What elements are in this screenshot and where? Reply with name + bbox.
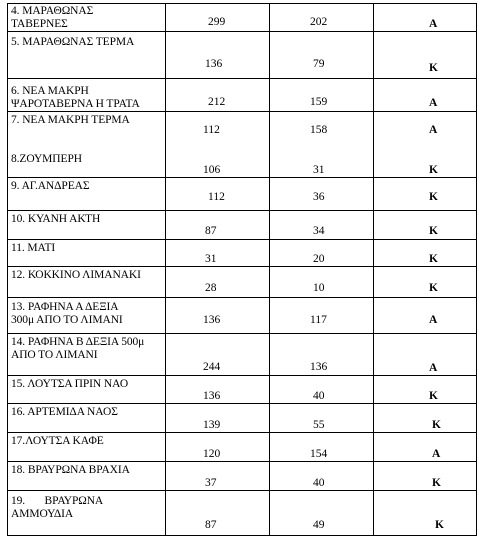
value-2-cell bbox=[270, 240, 374, 267]
value-1: 37 bbox=[205, 477, 217, 489]
table-row bbox=[8, 298, 477, 334]
location-cell bbox=[8, 4, 166, 32]
location-name-line-2: 8.ΖΟΥΜΠΕΡΗ bbox=[11, 153, 82, 165]
class-label: Κ bbox=[429, 225, 438, 237]
class-label: Α bbox=[429, 97, 438, 109]
class-label: Α bbox=[432, 448, 441, 460]
class-cell bbox=[374, 240, 477, 267]
table-row bbox=[8, 376, 477, 404]
location-cell bbox=[8, 79, 166, 112]
location-cell bbox=[8, 112, 166, 178]
value-2: 40 bbox=[313, 390, 325, 402]
value-2: 10 bbox=[313, 282, 325, 294]
value-1-cell bbox=[166, 32, 270, 79]
class-cell bbox=[374, 178, 477, 211]
value-1-cell bbox=[166, 4, 270, 32]
location-name-line-1: 5. ΜΑΡΑΘΩΝΑΣ ΤΕΡΜΑ bbox=[11, 36, 135, 48]
class-label: Κ bbox=[429, 62, 438, 74]
class-label: Κ bbox=[435, 519, 444, 531]
value-1-cell bbox=[166, 79, 270, 112]
location-name-line-1: 12. ΚΟΚΚΙΝΟ ΛΙΜΑΝΑΚΙ bbox=[11, 269, 141, 281]
value-1: 136 bbox=[205, 58, 223, 70]
class-cell bbox=[374, 211, 477, 240]
location-name-line-1: 15. ΛΟΥΤΣΑ ΠΡΙΝ ΝΑΟ bbox=[11, 378, 129, 390]
value-2: 34 bbox=[313, 225, 325, 237]
value-1-cell bbox=[166, 462, 270, 491]
location-cell bbox=[8, 491, 166, 536]
class-label: Α bbox=[429, 18, 438, 30]
value-1: 212 bbox=[208, 96, 226, 108]
class-cell bbox=[374, 298, 477, 334]
value-1: 120 bbox=[203, 448, 221, 460]
table-row bbox=[8, 211, 477, 240]
value-2: 202 bbox=[310, 16, 328, 28]
location-cell bbox=[8, 462, 166, 491]
location-name-line-1: 9. ΑΓ.ΑΝΔΡΕΑΣ bbox=[11, 180, 90, 192]
value-2-cell bbox=[270, 433, 374, 462]
value-1-cell bbox=[166, 404, 270, 433]
class-label: Κ bbox=[432, 477, 441, 489]
class-cell bbox=[374, 404, 477, 433]
location-name-line-1: 6. ΝΕΑ ΜΑΚΡΗ bbox=[11, 85, 89, 97]
value-1: 139 bbox=[203, 419, 221, 431]
class-label: Κ bbox=[429, 191, 438, 203]
class-label: Α bbox=[429, 124, 438, 136]
table-row bbox=[8, 178, 477, 211]
value-1-cell bbox=[166, 267, 270, 298]
class-cell bbox=[374, 267, 477, 298]
class-cell bbox=[374, 4, 477, 32]
value-2-cell bbox=[270, 178, 374, 211]
location-cell bbox=[8, 334, 166, 376]
table-row bbox=[8, 112, 477, 178]
location-cell bbox=[8, 211, 166, 240]
value-1: 31 bbox=[205, 253, 217, 265]
class-cell bbox=[374, 112, 477, 178]
location-cell bbox=[8, 178, 166, 211]
class-cell bbox=[374, 462, 477, 491]
value-1-cell bbox=[166, 376, 270, 404]
value-1-cell bbox=[166, 491, 270, 536]
class-cell bbox=[374, 32, 477, 79]
class-cell bbox=[374, 376, 477, 404]
value-2-cell bbox=[270, 462, 374, 491]
location-cell bbox=[8, 267, 166, 298]
value-1-cell bbox=[166, 334, 270, 376]
value-2: 158 bbox=[310, 124, 328, 136]
value-1-cell bbox=[166, 211, 270, 240]
class-label: Κ bbox=[429, 282, 438, 294]
class-label: Κ bbox=[429, 253, 438, 265]
value-2: 117 bbox=[310, 314, 327, 326]
table-row bbox=[8, 79, 477, 112]
table-row bbox=[8, 491, 477, 536]
value-2: 79 bbox=[313, 58, 325, 70]
location-name-line-1: 7. ΝΕΑ ΜΑΚΡΗ ΤΕΡΜΑ bbox=[11, 114, 130, 126]
location-cell bbox=[8, 32, 166, 79]
location-name-line-1: 17.ΛΟΥΤΣΑ ΚΑΦΕ bbox=[11, 435, 104, 447]
value-1: 299 bbox=[208, 16, 226, 28]
value-1: 244 bbox=[203, 361, 221, 373]
value-1-cell bbox=[166, 298, 270, 334]
class-cell bbox=[374, 334, 477, 376]
value-1: 112 bbox=[208, 191, 225, 203]
value-1: 28 bbox=[205, 282, 217, 294]
location-name-line-2: ΑΠΟ ΤΟ ΛΙΜΑΝΙ bbox=[11, 349, 98, 361]
value-2-cell bbox=[270, 79, 374, 112]
value-1-cell bbox=[166, 178, 270, 211]
table-row bbox=[8, 240, 477, 267]
value-1: 112 bbox=[203, 124, 220, 136]
value-2: 55 bbox=[313, 419, 325, 431]
value-2-second: 31 bbox=[313, 164, 325, 176]
location-name-line-1: 18. ΒΡΑΥΡΩΝΑ ΒΡΑΧΙΑ bbox=[11, 464, 130, 476]
location-name-line-1: 11. ΜΑΤΙ bbox=[11, 242, 56, 254]
value-1: 136 bbox=[203, 390, 221, 402]
value-2-cell bbox=[270, 32, 374, 79]
value-2-cell bbox=[270, 267, 374, 298]
class-label: Κ bbox=[429, 390, 438, 402]
table-row bbox=[8, 4, 477, 32]
value-1: 136 bbox=[203, 314, 221, 326]
location-name-line-1: 14. ΡΑΦΗΝΑ Β ΔΕΞΙΑ 500μ bbox=[11, 336, 145, 348]
location-name-line-2: ΤΑΒΕΡΝΕΣ bbox=[11, 18, 68, 30]
value-2-cell bbox=[270, 298, 374, 334]
value-2: 136 bbox=[310, 361, 328, 373]
value-1-cell bbox=[166, 112, 270, 178]
table-row bbox=[8, 404, 477, 433]
value-2-cell bbox=[270, 404, 374, 433]
value-1: 87 bbox=[205, 519, 217, 531]
value-2: 20 bbox=[313, 253, 325, 265]
class-label: Κ bbox=[432, 419, 441, 431]
table-row bbox=[8, 334, 477, 376]
value-1-cell bbox=[166, 240, 270, 267]
location-cell bbox=[8, 298, 166, 334]
value-2: 154 bbox=[310, 448, 328, 460]
sampling-results-table bbox=[7, 3, 477, 536]
table-row bbox=[8, 462, 477, 491]
location-name-line-1: 10. ΚΥΑΝΗ ΑΚΤΗ bbox=[11, 213, 101, 225]
class-label: Α bbox=[429, 362, 438, 374]
value-2-cell bbox=[270, 112, 374, 178]
class-cell bbox=[374, 79, 477, 112]
value-2: 49 bbox=[313, 519, 325, 531]
location-name-line-1: 4. ΜΑΡΑΘΩΝΑΣ bbox=[11, 5, 94, 17]
value-2-cell bbox=[270, 376, 374, 404]
location-cell bbox=[8, 376, 166, 404]
value-2: 159 bbox=[310, 96, 328, 108]
location-name-line-2: 300μ ΑΠΟ ΤΟ ΛΙΜΑΝΙ bbox=[11, 314, 123, 326]
class-cell bbox=[374, 433, 477, 462]
location-name-line-1: 19. ΒΡΑΥΡΩΝΑ bbox=[11, 495, 104, 507]
location-name-line-1: 16. ΑΡΤΕΜΙΔΑ ΝΑΟΣ bbox=[11, 406, 118, 418]
class-label: Α bbox=[429, 314, 438, 326]
value-2-cell bbox=[270, 211, 374, 240]
table-row bbox=[8, 32, 477, 79]
class-cell bbox=[374, 491, 477, 536]
class-label-second: Κ bbox=[429, 164, 438, 176]
location-cell bbox=[8, 404, 166, 433]
value-2-cell bbox=[270, 334, 374, 376]
value-2: 40 bbox=[313, 477, 325, 489]
value-1-cell bbox=[166, 433, 270, 462]
value-1-second: 106 bbox=[203, 164, 221, 176]
value-2-cell bbox=[270, 4, 374, 32]
location-cell bbox=[8, 240, 166, 267]
table-row bbox=[8, 267, 477, 298]
location-name-line-2: ΑΜΜΟΥΔΙΑ bbox=[11, 508, 74, 520]
value-1: 87 bbox=[205, 225, 217, 237]
value-2: 36 bbox=[313, 191, 325, 203]
value-2-cell bbox=[270, 491, 374, 536]
location-name-line-2: ΨΑΡΟΤΑΒΕΡΝΑ Η ΤΡΑΤΑ bbox=[11, 98, 140, 110]
location-cell bbox=[8, 433, 166, 462]
table-row bbox=[8, 433, 477, 462]
location-name-line-1: 13. ΡΑΦΗΝΑ Α ΔΕΞΙΑ bbox=[11, 301, 119, 313]
